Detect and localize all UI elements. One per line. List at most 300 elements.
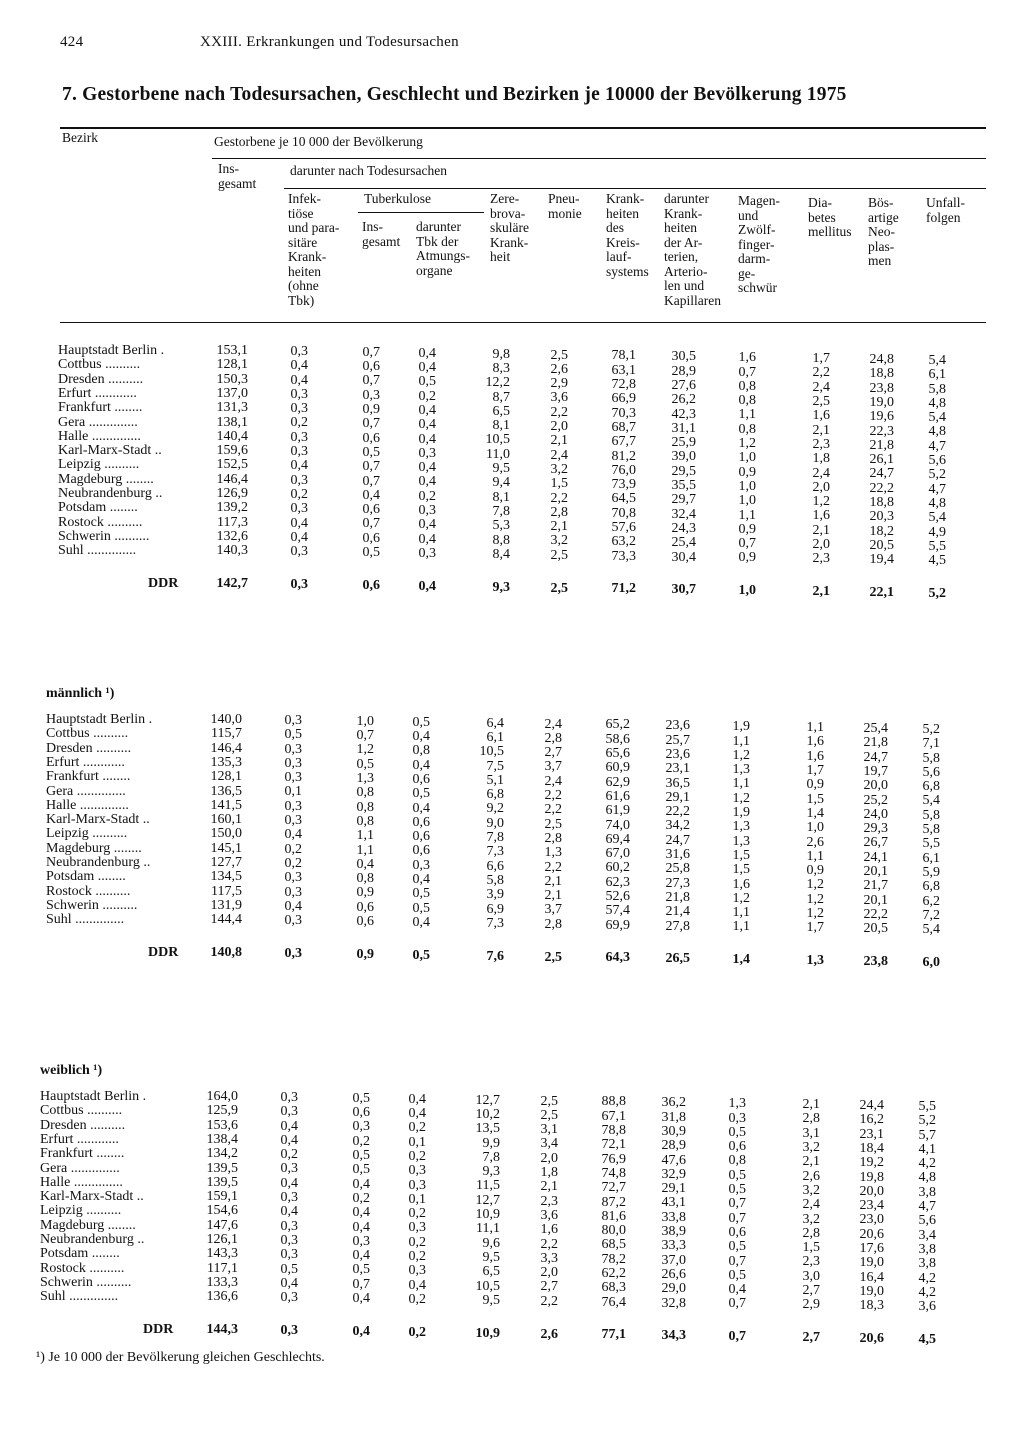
table-cell: 0,5	[412, 886, 430, 902]
table-cell: 147,6	[206, 1217, 238, 1233]
table-cell: 0,7	[738, 364, 756, 380]
total-cell: 0,3	[290, 576, 308, 592]
table-cell: 76,0	[611, 462, 636, 478]
table-cell: 12,7	[475, 1092, 500, 1108]
table-cell: 0,4	[412, 757, 430, 773]
table-cell: 0,2	[284, 841, 302, 857]
table-cell: 0,6	[412, 771, 430, 787]
table-cell: 72,8	[611, 377, 636, 392]
table-cell: 2,0	[812, 537, 830, 552]
table-cell: 2,4	[550, 447, 568, 463]
table-cell: 9,6	[482, 1235, 500, 1251]
table-cell: 23,6	[665, 746, 690, 762]
table-cell: 0,7	[362, 416, 380, 432]
table-cell: 25,9	[671, 435, 696, 451]
total-cell: 77,1	[601, 1327, 626, 1343]
table-cell: 18,3	[859, 1298, 884, 1314]
table-cell: 2,1	[544, 873, 562, 889]
table-cell: 29,0	[661, 1281, 686, 1297]
table-cell: 2,8	[544, 916, 562, 932]
table-cell: 138,4	[206, 1131, 238, 1147]
table-cell: 5,8	[928, 381, 946, 397]
table-cell: 0,4	[284, 827, 302, 843]
total-cell: 0,9	[356, 946, 374, 962]
table-cell: 0,4	[352, 1176, 370, 1192]
table-cell: 2,5	[540, 1107, 558, 1123]
row-bezirk-name: Schwerin ..........	[46, 897, 138, 913]
table-cell: 2,1	[812, 522, 830, 538]
table-cell: 1,5	[550, 476, 568, 492]
table-cell: 132,6	[216, 528, 248, 544]
table-cell: 3,7	[544, 902, 562, 918]
table-cell: 9,5	[482, 1292, 500, 1308]
table-cell: 5,4	[922, 793, 940, 809]
table-cell: 70,3	[611, 405, 636, 421]
table-cell: 21,8	[863, 735, 888, 751]
table-cell: 141,5	[210, 797, 242, 813]
table-cell: 0,3	[284, 884, 302, 900]
table-cell: 7,8	[486, 830, 504, 845]
table-cell: 1,8	[812, 451, 830, 467]
table-cell: 2,5	[550, 547, 568, 563]
table-cell: 5,2	[922, 721, 940, 737]
table-cell: 0,9	[806, 777, 824, 793]
table-cell: 0,3	[290, 501, 308, 517]
table-cell: 81,6	[601, 1208, 626, 1224]
table-cell: 72,7	[601, 1180, 626, 1196]
table-cell: 0,5	[284, 727, 302, 743]
table-cell: 159,6	[216, 443, 248, 459]
table-cell: 5,9	[922, 864, 940, 880]
table-cell: 0,5	[352, 1162, 370, 1178]
table-cell: 145,1	[210, 840, 242, 856]
row-bezirk-name: Hauptstadt Berlin .	[40, 1089, 147, 1104]
table-cell: 0,3	[280, 1290, 298, 1306]
table-cell: 0,8	[356, 799, 374, 815]
table-cell: 2,5	[544, 816, 562, 832]
table-cell: 0,8	[738, 393, 756, 409]
table-cell: 1,2	[806, 891, 824, 907]
table-cell: 22,2	[863, 906, 888, 922]
table-cell: 1,1	[806, 848, 824, 864]
table-cell: 29,1	[661, 1181, 686, 1197]
table-cell: 153,6	[206, 1117, 238, 1133]
table-cell: 0,4	[280, 1132, 298, 1148]
table-cell: 5,7	[918, 1127, 936, 1143]
total-cell: 2,5	[544, 949, 562, 965]
total-cell: 2,5	[550, 580, 568, 596]
table-cell: 0,3	[284, 755, 302, 771]
table-cell: 2,5	[540, 1093, 558, 1109]
table-cell: 0,4	[290, 358, 308, 374]
table-cell: 21,8	[869, 437, 894, 453]
row-bezirk-name: Erfurt ............	[58, 385, 137, 401]
table-cell: 153,1	[216, 343, 248, 358]
table-cell: 1,6	[812, 408, 830, 424]
table-cell: 2,7	[540, 1279, 558, 1295]
header-insgesamt: Ins- gesamt	[218, 161, 257, 191]
table-cell: 2,3	[812, 436, 830, 452]
table-cell: 0,2	[408, 1291, 426, 1307]
row-bezirk-name: Suhl ..............	[40, 1289, 119, 1305]
table-cell: 2,2	[540, 1236, 558, 1252]
table-cell: 0,4	[408, 1277, 426, 1293]
table-cell: 36,2	[661, 1095, 686, 1111]
table-cell: 0,4	[356, 856, 374, 872]
table-cell: 4,8	[928, 495, 946, 511]
table-cell: 1,1	[732, 776, 750, 792]
table-cell: 32,8	[661, 1295, 686, 1311]
table-cell: 2,4	[812, 465, 830, 481]
table-cell: 146,4	[210, 740, 242, 756]
total-cell: 34,3	[661, 1328, 686, 1344]
table-cell: 0,7	[362, 473, 380, 489]
table-cell: 23,0	[859, 1212, 884, 1228]
table-cell: 12,7	[475, 1192, 500, 1208]
table-cell: 1,1	[738, 407, 756, 423]
table-cell: 5,8	[922, 822, 940, 837]
table-cell: 10,5	[475, 1278, 500, 1294]
table-cell: 136,6	[206, 1289, 238, 1305]
table-cell: 0,8	[738, 421, 756, 437]
table-cell: 10,5	[479, 744, 504, 760]
table-cell: 25,2	[863, 792, 888, 808]
table-cell: 0,8	[356, 813, 374, 829]
row-bezirk-name: Leipzig ..........	[40, 1203, 122, 1219]
row-bezirk-name: Karl-Marx-Stadt ..	[58, 443, 162, 459]
table-cell: 0,8	[412, 743, 430, 759]
table-cell: 5,2	[918, 1113, 936, 1129]
table-cell: 3,0	[802, 1268, 820, 1284]
table-cell: 0,6	[728, 1139, 746, 1155]
table-cell: 30,4	[671, 549, 696, 565]
table-cell: 1,1	[806, 720, 824, 736]
table-cell: 23,6	[665, 718, 690, 734]
total-cell: 9,3	[492, 579, 510, 595]
table-cell: 12,2	[485, 375, 510, 391]
table-cell: 139,5	[206, 1174, 238, 1190]
table-cell: 1,1	[732, 905, 750, 921]
table-cell: 61,9	[605, 803, 630, 819]
table-cell: 0,7	[362, 459, 380, 475]
table-cell: 19,0	[859, 1283, 884, 1299]
table-cell: 2,1	[550, 519, 568, 535]
table-cell: 66,9	[611, 391, 636, 407]
section-label: männlich ¹)	[46, 686, 115, 701]
table-cell: 63,2	[611, 534, 636, 550]
table-cell: 78,1	[611, 348, 636, 364]
table-cell: 7,2	[922, 907, 940, 923]
header-pneumonie: Pneu- monie	[548, 191, 582, 221]
total-cell: 1,0	[738, 583, 756, 599]
table-cell: 0,5	[728, 1124, 746, 1140]
table-cell: 0,5	[362, 545, 380, 560]
table-cell: 3,2	[802, 1182, 820, 1198]
table-cell: 11,1	[476, 1221, 500, 1237]
table-cell: 19,4	[869, 552, 894, 568]
table-cell: 0,7	[728, 1296, 746, 1312]
table-cell: 38,9	[661, 1224, 686, 1239]
table-cell: 0,4	[412, 800, 430, 816]
table-cell: 2,2	[540, 1293, 558, 1309]
table-cell: 1,1	[732, 919, 750, 935]
header-bottom-rule	[60, 322, 986, 323]
table-cell: 0,9	[738, 521, 756, 537]
table-cell: 5,4	[928, 410, 946, 426]
table-cell: 0,4	[352, 1291, 370, 1306]
table-cell: 0,3	[284, 913, 302, 929]
table-cell: 0,4	[284, 898, 302, 914]
table-cell: 2,0	[540, 1265, 558, 1281]
table-cell: 9,2	[486, 801, 504, 817]
table-cell: 0,5	[412, 714, 430, 730]
table-cell: 5,8	[486, 872, 504, 888]
header-tbk-atmungsorgane: darunter Tbk der Atmungs- organe	[416, 219, 470, 278]
total-cell: 144,3	[206, 1322, 238, 1337]
table-cell: 0,4	[352, 1205, 370, 1221]
table-cell: 0,4	[280, 1204, 298, 1220]
header-subrule-tbk	[358, 212, 484, 213]
header-darunter: darunter nach Todesursachen	[290, 163, 447, 178]
header-gestorbene: Gestorbene je 10 000 der Bevölkerung	[214, 134, 423, 149]
total-cell: 22,1	[869, 585, 894, 600]
table-cell: 2,0	[550, 419, 568, 434]
table-cell: 30,9	[661, 1123, 686, 1139]
table-cell: 0,3	[280, 1247, 298, 1263]
table-cell: 47,6	[661, 1152, 686, 1168]
table-cell: 4,7	[928, 438, 946, 454]
total-cell: 0,7	[728, 1329, 746, 1345]
table-cell: 20,1	[863, 864, 888, 879]
table-cell: 0,3	[418, 503, 436, 518]
table-cell: 0,6	[412, 814, 430, 830]
table-cell: 3,9	[486, 887, 504, 903]
header-top-rule	[60, 127, 986, 129]
table-cell: 5,4	[928, 352, 946, 368]
table-cell: 0,8	[356, 785, 374, 801]
row-bezirk-name: Erfurt ............	[46, 754, 125, 770]
table-cell: 31,1	[671, 420, 696, 436]
table-cell: 0,4	[418, 431, 436, 447]
table-cell: 0,3	[284, 741, 302, 757]
table-cell: 1,3	[732, 819, 750, 835]
total-cell: 2,7	[802, 1330, 820, 1346]
table-cell: 1,6	[540, 1222, 558, 1238]
table-cell: 2,2	[544, 788, 562, 803]
table-cell: 21,7	[863, 878, 888, 894]
table-cell: 0,3	[728, 1110, 746, 1126]
row-bezirk-name: Potsdam ........	[46, 869, 126, 885]
total-row-label: DDR	[148, 945, 179, 960]
table-cell: 20,3	[869, 509, 894, 525]
total-cell: 0,4	[418, 578, 436, 594]
table-cell: 0,6	[362, 430, 380, 446]
table-cell: 6,8	[486, 787, 504, 803]
header-unfallfolgen: Unfall- folgen	[926, 195, 965, 225]
table-cell: 24,0	[863, 806, 888, 822]
table-cell: 2,6	[802, 1168, 820, 1184]
table-cell: 16,2	[859, 1112, 884, 1128]
table-cell: 4,2	[918, 1156, 936, 1172]
table-cell: 1,9	[732, 719, 750, 735]
table-cell: 0,4	[412, 872, 430, 887]
table-cell: 2,7	[544, 745, 562, 761]
row-bezirk-name: Frankfurt ........	[40, 1146, 125, 1162]
table-cell: 0,3	[284, 770, 302, 786]
row-bezirk-name: Gera ..............	[46, 783, 126, 799]
table-cell: 0,3	[284, 798, 302, 814]
table-cell: 0,3	[412, 857, 430, 873]
table-cell: 0,4	[418, 360, 436, 375]
table-cell: 19,2	[859, 1155, 884, 1171]
table-cell: 154,6	[206, 1203, 238, 1219]
table-cell: 24,7	[869, 466, 894, 482]
total-cell: 64,3	[605, 950, 630, 966]
table-cell: 1,6	[812, 508, 830, 524]
table-cell: 33,8	[661, 1209, 686, 1225]
table-cell: 144,4	[210, 912, 242, 928]
table-cell: 43,1	[661, 1195, 686, 1211]
table-cell: 3,6	[540, 1207, 558, 1223]
table-cell: 139,5	[206, 1160, 238, 1176]
table-cell: 0,3	[290, 544, 308, 560]
table-cell: 0,4	[362, 487, 380, 503]
table-cell: 24,7	[863, 749, 888, 765]
table-cell: 5,4	[922, 922, 940, 938]
row-bezirk-name: Suhl ..............	[46, 912, 125, 928]
table-cell: 29,1	[665, 789, 690, 805]
table-cell: 5,1	[486, 772, 504, 788]
table-cell: 115,7	[211, 726, 242, 742]
total-cell: 6,0	[922, 954, 940, 970]
table-cell: 8,1	[492, 489, 510, 505]
table-cell: 23,1	[859, 1126, 884, 1142]
table-cell: 21,8	[665, 889, 690, 905]
table-cell: 2,6	[550, 361, 568, 377]
table-cell: 0,2	[408, 1249, 426, 1264]
table-cell: 65,2	[605, 717, 630, 733]
table-cell: 0,3	[280, 1232, 298, 1248]
table-cell: 2,8	[544, 830, 562, 846]
table-cell: 9,4	[492, 475, 510, 491]
table-cell: 10,9	[475, 1207, 500, 1222]
table-cell: 1,0	[806, 820, 824, 836]
table-cell: 0,4	[418, 417, 436, 433]
table-cell: 2,8	[802, 1111, 820, 1127]
table-cell: 1,1	[732, 733, 750, 749]
table-cell: 128,1	[210, 769, 242, 785]
table-cell: 3,2	[550, 461, 568, 477]
table-cell: 0,5	[728, 1267, 746, 1283]
table-cell: 140,3	[216, 543, 248, 559]
table-cell: 1,7	[806, 920, 824, 936]
table-cell: 2,7	[802, 1283, 820, 1298]
table-cell: 8,7	[492, 389, 510, 405]
table-cell: 10,5	[485, 432, 510, 448]
header-kreislauf: Krank- heiten des Kreis- lauf- systems	[606, 191, 649, 279]
table-cell: 0,3	[362, 387, 380, 403]
table-cell: 137,0	[216, 385, 248, 401]
table-cell: 2,4	[802, 1197, 820, 1213]
table-cell: 67,7	[611, 434, 636, 450]
table-cell: 0,5	[728, 1167, 746, 1183]
table-cell: 6,1	[922, 850, 940, 866]
table-cell: 42,3	[671, 406, 696, 422]
table-cell: 61,6	[605, 788, 630, 804]
table-cell: 1,5	[732, 862, 750, 878]
table-cell: 25,4	[671, 535, 696, 551]
table-cell: 0,3	[408, 1263, 426, 1279]
table-cell: 2,1	[540, 1179, 558, 1195]
table-cell: 0,6	[362, 502, 380, 518]
table-cell: 0,7	[728, 1196, 746, 1212]
total-cell: 10,9	[475, 1325, 500, 1341]
header-subrule-2	[284, 188, 986, 189]
table-cell: 0,5	[352, 1148, 370, 1163]
table-cell: 138,1	[216, 414, 248, 430]
table-cell: 0,4	[418, 460, 436, 476]
table-cell: 73,9	[611, 477, 636, 493]
table-cell: 2,8	[550, 504, 568, 520]
row-bezirk-name: Cottbus ..........	[46, 726, 129, 742]
table-cell: 0,3	[290, 343, 308, 359]
table-cell: 3,6	[550, 390, 568, 406]
total-cell: 23,8	[863, 954, 888, 969]
table-cell: 0,4	[280, 1175, 298, 1191]
table-cell: 34,2	[665, 818, 690, 834]
table-cell: 0,6	[352, 1105, 370, 1121]
table-cell: 0,3	[352, 1119, 370, 1135]
table-cell: 28,9	[671, 363, 696, 379]
table-cell: 164,0	[206, 1089, 238, 1104]
total-cell: 0,2	[408, 1324, 426, 1340]
table-cell: 29,5	[671, 463, 696, 479]
table-cell: 0,2	[352, 1190, 370, 1206]
table-cell: 0,4	[352, 1248, 370, 1264]
row-bezirk-name: Halle ..............	[46, 797, 129, 813]
table-cell: 20,0	[859, 1183, 884, 1199]
table-cell: 11,0	[486, 446, 510, 462]
row-bezirk-name: Gera ..............	[40, 1160, 120, 1176]
table-cell: 72,1	[601, 1137, 626, 1153]
table-cell: 0,3	[280, 1161, 298, 1177]
table-cell: 0,5	[356, 756, 374, 772]
header-boesartige: Bös- artige Neo- plas- men	[868, 195, 899, 268]
table-cell: 0,2	[408, 1206, 426, 1222]
header-magen: Magen- und Zwölf- finger- darm- ge- schwür	[738, 193, 780, 295]
total-cell: 0,3	[280, 1322, 298, 1338]
table-cell: 81,2	[611, 448, 636, 464]
table-cell: 143,3	[206, 1246, 238, 1262]
table-cell: 1,1	[356, 828, 374, 844]
table-cell: 0,4	[352, 1219, 370, 1235]
table-cell: 0,4	[412, 914, 430, 930]
table-cell: 1,0	[738, 450, 756, 466]
table-cell: 0,7	[362, 516, 380, 532]
table-cell: 0,3	[280, 1190, 298, 1205]
table-cell: 1,2	[738, 436, 756, 451]
table-cell: 19,0	[859, 1255, 884, 1271]
table-cell: 22,2	[665, 804, 690, 820]
table-cell: 6,1	[486, 729, 504, 745]
table-cell: 4,7	[918, 1199, 936, 1214]
table-cell: 2,1	[550, 433, 568, 449]
table-cell: 0,3	[280, 1218, 298, 1234]
row-bezirk-name: Karl-Marx-Stadt ..	[46, 812, 150, 828]
table-cell: 0,2	[284, 855, 302, 871]
table-cell: 3,4	[918, 1227, 936, 1243]
table-cell: 19,0	[869, 394, 894, 410]
